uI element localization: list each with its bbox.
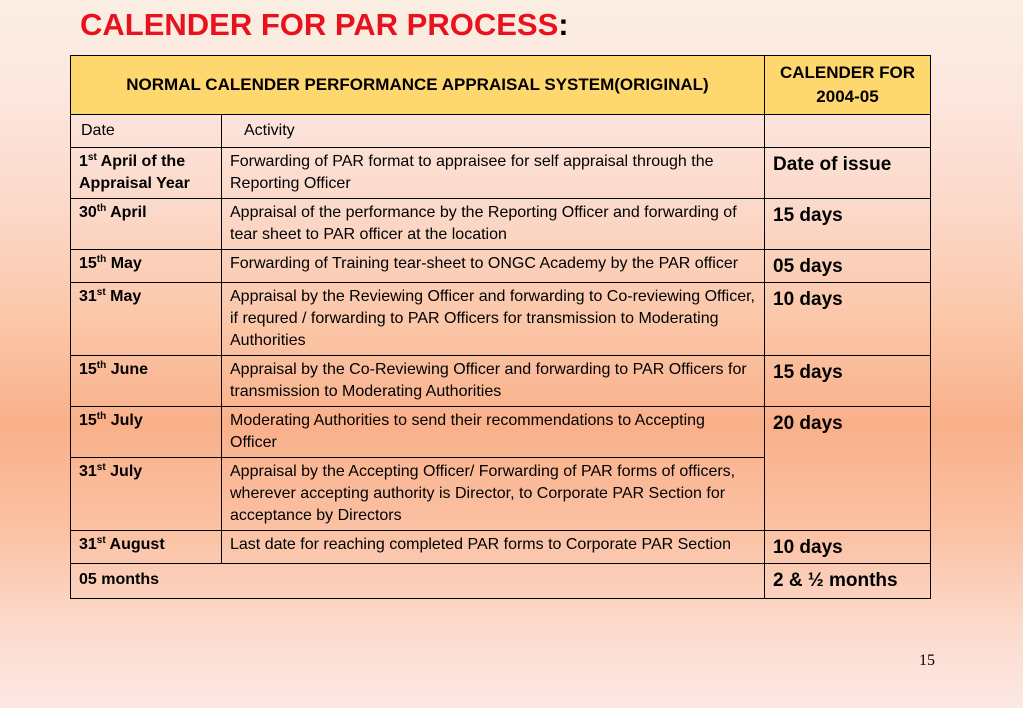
subheader-calendar: [765, 115, 931, 148]
subheader-activity: Activity: [222, 115, 765, 148]
date-day: 30: [79, 204, 97, 221]
date-ordinal: st: [96, 287, 106, 298]
row-date: [71, 356, 222, 407]
total-label: 05 months: [71, 564, 765, 599]
slide-title-colon: :: [558, 7, 569, 42]
date-day: 15: [79, 361, 97, 378]
date-day: 31: [79, 536, 97, 553]
page-number: 15: [919, 652, 935, 669]
date-ordinal: th: [96, 203, 107, 214]
table-row: [71, 199, 931, 250]
date-ordinal: st: [96, 535, 106, 546]
date-ordinal: st: [87, 152, 97, 163]
slide-title-text: CALENDER FOR PAR PROCESS: [80, 7, 559, 42]
row-calendar: 15 days: [765, 356, 931, 407]
row-calendar: 20 days: [765, 407, 931, 531]
row-activity: Appraisal of the performance by the Reporting Officer and forwarding of tear sheet to PAR officer at the location: [222, 199, 765, 250]
table-row: [71, 356, 931, 407]
table-total-row: [71, 564, 931, 599]
date-ordinal: th: [96, 360, 107, 371]
date-day: 31: [79, 463, 97, 480]
date-day: 1: [79, 153, 88, 170]
table-row: [71, 283, 931, 356]
date-rest: April of the Appraisal Year: [79, 153, 190, 192]
date-rest: August: [105, 536, 165, 553]
table-row: [71, 531, 931, 564]
row-activity: Appraisal by the Accepting Officer/ Forwarding of PAR forms of officers, wherever accepting authority is Director, to Corporate PAR Section for acceptance by Directors: [222, 458, 765, 531]
row-date: [71, 283, 222, 356]
slide-title: [80, 6, 569, 44]
row-activity: Last date for reaching completed PAR forms to Corporate PAR Section: [222, 531, 765, 564]
date-rest: May: [105, 288, 142, 305]
row-activity: Appraisal by the Co-Reviewing Officer and forwarding to PAR Officers for transmission to Moderating Authorities: [222, 356, 765, 407]
row-activity: Forwarding of Training tear-sheet to ONGC Academy by the PAR officer: [222, 250, 765, 283]
date-rest: July: [105, 463, 143, 480]
row-activity: Moderating Authorities to send their recommendations to Accepting Officer: [222, 407, 765, 458]
header-normal-calendar: NORMAL CALENDER PERFORMANCE APPRAISAL SYSTEM(ORIGINAL): [71, 56, 765, 115]
date-ordinal: th: [96, 411, 107, 422]
subheader-date: Date: [71, 115, 222, 148]
date-day: 15: [79, 255, 97, 272]
row-date: [71, 458, 222, 531]
row-calendar: 10 days: [765, 531, 931, 564]
date-day: 31: [79, 288, 97, 305]
row-calendar: 15 days: [765, 199, 931, 250]
par-calendar-table: [70, 55, 931, 599]
row-date: [71, 531, 222, 564]
date-day: 15: [79, 412, 97, 429]
row-activity: Appraisal by the Reviewing Officer and forwarding to Co-reviewing Officer, if requred / forwarding to PAR Officers for transmission to Moderating Authorities: [222, 283, 765, 356]
row-date: [71, 148, 222, 199]
total-calendar: 2 & ½ months: [765, 564, 931, 599]
header-calendar-2004-05: CALENDER FOR 2004-05: [765, 56, 931, 115]
row-calendar: 10 days: [765, 283, 931, 356]
row-date: [71, 199, 222, 250]
row-date: [71, 407, 222, 458]
table-header-row: [71, 56, 931, 115]
date-rest: April: [106, 204, 147, 221]
table-row: [71, 250, 931, 283]
table-subheader-row: [71, 115, 931, 148]
row-date: [71, 250, 222, 283]
date-rest: May: [106, 255, 142, 272]
date-ordinal: st: [96, 462, 106, 473]
row-activity: Forwarding of PAR format to appraisee for self appraisal through the Reporting Officer: [222, 148, 765, 199]
date-rest: June: [106, 361, 149, 378]
row-calendar: 05 days: [765, 250, 931, 283]
row-calendar: Date of issue: [765, 148, 931, 199]
table-row: [71, 407, 931, 458]
date-rest: July: [106, 412, 143, 429]
table-row: [71, 148, 931, 199]
date-ordinal: th: [96, 254, 107, 265]
